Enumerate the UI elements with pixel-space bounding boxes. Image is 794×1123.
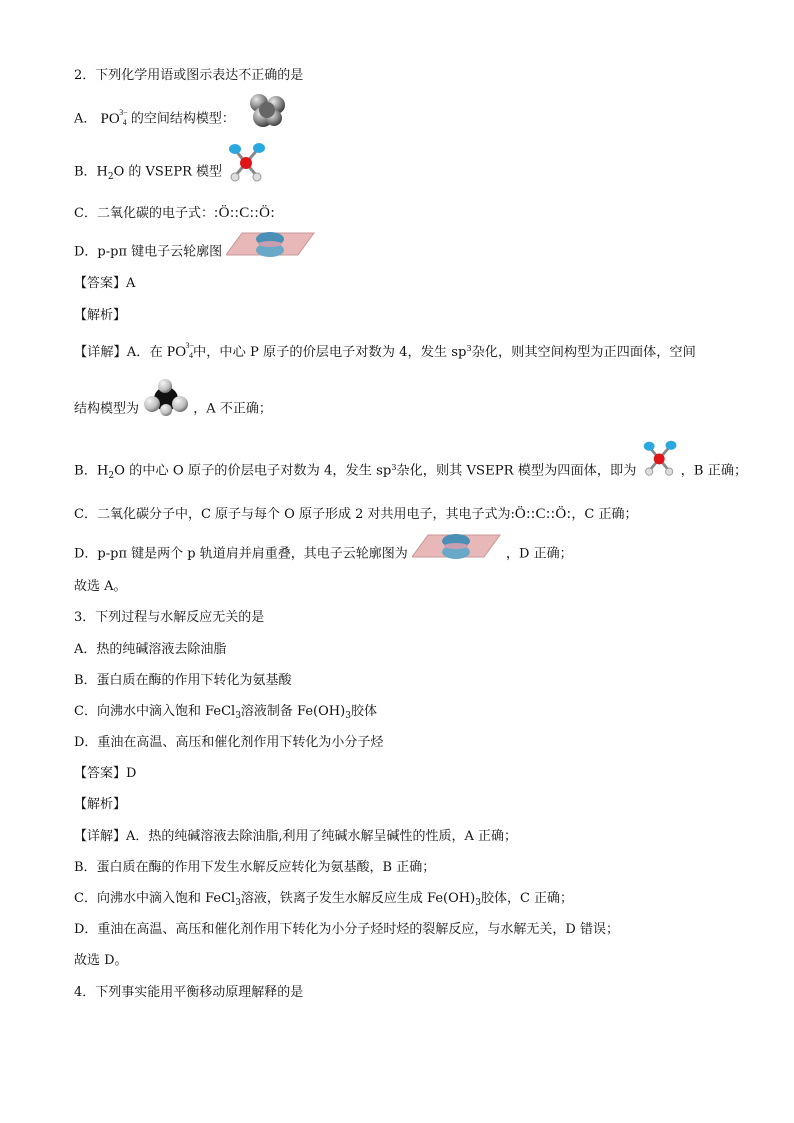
q3-detail-b: B．蛋白质在酶的作用下发生水解反应转化为氨基酸，B 正确； bbox=[74, 860, 436, 875]
q2-option-c: C．二氧化碳的电子式：:Ö::C::Ö: bbox=[74, 205, 276, 221]
q2-option-d: D．p-pπ 键电子云轮廓图 bbox=[74, 239, 316, 265]
q2-detail-a: 【详解】A．在 PO 3− 4 中，中心 P 原子的价层电子对数为 4，发生 $sp^3$杂化，则其空间构型为正四面体，空间 bbox=[74, 341, 696, 360]
co2-electron-formula: :Ö::C::Ö: bbox=[213, 205, 276, 221]
water-vsepr-model-icon bbox=[641, 438, 681, 484]
q2-option-b: B．$H_2O$ 的 VSEPR 模型 bbox=[74, 155, 270, 189]
q2-analysis: 【解析】 bbox=[74, 308, 127, 323]
q2-detail-c: C．二氧化碳分子中，C 原子与每个 O 原子形成 2 对共用电子，其电子式为:Ö::C::Ö:，C 正确； bbox=[74, 506, 638, 522]
co2-electron-formula: Ö::C::Ö: bbox=[514, 506, 572, 522]
tetrahedral-ball-model-icon bbox=[143, 378, 189, 424]
q3-analysis: 【解析】 bbox=[74, 797, 127, 812]
q4-stem: 4．下列事实能用平衡移动原理解释的是 bbox=[74, 985, 304, 1000]
q3-detail-c: C．向沸水中滴入饱和 FeCl$_3$溶液，铁离子发生水解反应生成 $Fe(OH)_3$胶体，C 正确； bbox=[74, 891, 574, 908]
q2-stem: 2．下列化学用语或图示表达不正确的是 bbox=[74, 68, 304, 83]
q3-detail-a: 【详解】A．热的纯碱溶液去除油脂,利用了纯碱水解呈碱性的性质，A 正确； bbox=[74, 829, 518, 844]
q3-conclusion: 故选 D。 bbox=[74, 953, 128, 968]
q3-option-b: B．蛋白质在酶的作用下转化为氨基酸 bbox=[74, 673, 292, 688]
q3-stem: 3．下列过程与水解反应无关的是 bbox=[74, 610, 265, 625]
water-vsepr-model-icon bbox=[226, 141, 270, 189]
q2-detail-b: B．$H_2O$ 的中心 O 原子的价层电子对数为 4，发生 $sp^3$杂化，则其 VSEPR 模型为四面体，即为 ，B 正确； bbox=[74, 458, 747, 484]
q2-conclusion: 故选 A。 bbox=[74, 579, 127, 594]
q2-answer: 【答案】A bbox=[74, 276, 136, 291]
phosphate-ion: PO 3− 4 bbox=[100, 107, 128, 127]
pi-bond-orbital-icon bbox=[412, 533, 502, 567]
q3-detail-d: D．重油在高温、高压和催化剂作用下转化为小分子烃时烃的裂解反应，与水解无关，D 错误； bbox=[74, 922, 619, 937]
q3-option-a: A．热的纯碱溶液去除油脂 bbox=[74, 642, 227, 657]
q2-detail-d: D．p-pπ 键是两个 p 轨道肩并肩重叠，其电子云轮廓图为 ，D 正确； bbox=[74, 541, 573, 567]
pi-bond-orbital-icon bbox=[226, 231, 316, 265]
q3-answer: 【答案】D bbox=[74, 766, 137, 781]
q3-option-d: D．重油在高温、高压和催化剂作用下转化为小分子烃 bbox=[74, 735, 384, 750]
q2-option-a: A． PO 3− 4 的空间结构模型： bbox=[74, 103, 291, 135]
q3-option-c: C．向沸水中滴入饱和 FeCl$_3$溶液制备 $Fe(OH)_3$胶体 bbox=[74, 704, 377, 721]
tetrahedral-ball-model-icon bbox=[243, 93, 291, 135]
q2-detail-a-cont: 结构模型为 ，A 不正确； bbox=[74, 394, 272, 424]
